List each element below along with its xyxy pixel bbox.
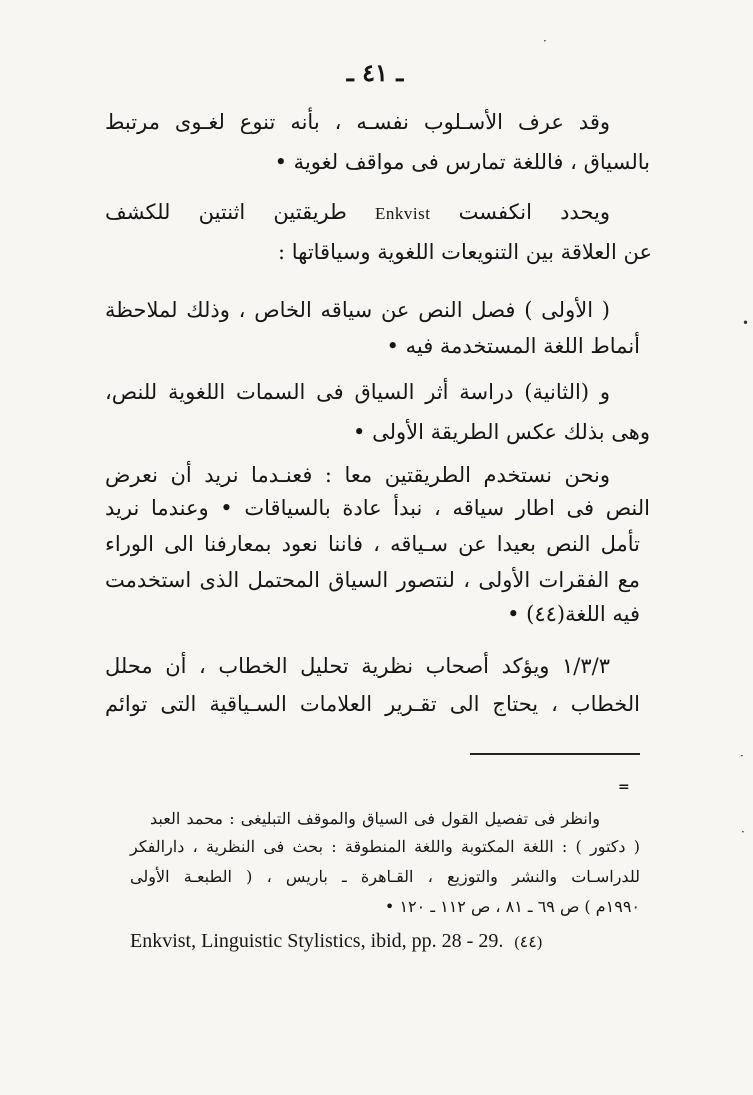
body-line-1: وقد عرف الأسـلوب نفسـه ، بأنه تنوع لغـوى مرتبط (105, 110, 610, 134)
footnote-reference-text: Enkvist, Linguistic Stylistics, ibid, pp. 28 - 29. (130, 930, 504, 952)
body-line-10: النص فى اطار سياقه ، نبدأ عادة بالسياقات • وعندما نريد (105, 496, 650, 520)
body-line-9: ونحن نستخدم الطريقتين معا : فعنـدما نريد أن نعرض (105, 463, 610, 487)
body-line-2: بالسياق ، فاللغة تمارس فى مواقف لغوية • (274, 150, 650, 174)
body-line-4: عن العلاقة بين التنويعات اللغوية وسياقاتها : (277, 240, 652, 264)
body-line-6: أنماط اللغة المستخدمة فيه • (386, 334, 640, 358)
body-line-15: الخطاب ، يحتاج الى تقـرير العلامات السـياقية التى توائم (105, 692, 640, 716)
scan-speck: • (742, 316, 750, 330)
scan-speck: · (740, 749, 744, 763)
footnote-mark: = (618, 779, 630, 795)
body-line-3-end: طريقتين اثنتين للكشف (105, 200, 347, 224)
footnote-separator (470, 753, 640, 755)
body-line-5: ( الأولى ) فصل النص عن سياقه الخاص ، وذلك لملاحظة (105, 298, 610, 322)
footnote-reference-number: (٤٤) (514, 934, 543, 951)
scan-speck: · (543, 34, 547, 48)
footnote-line-4: ١٩٩٠م ) ص ٦٩ ـ ٨١ ، ص ١١٢ ـ ١٢٠ • (384, 897, 640, 916)
body-line-3 (105, 192, 610, 232)
scan-speck: · (741, 825, 745, 839)
page-number: ـ ٤١ ـ (346, 58, 404, 87)
footnote-line-1: وانظر فى تفصيل القول فى السياق والموقف التبليغى : محمد العبد (150, 809, 600, 828)
body-line-7: و (الثانية) دراسة أثر السياق فى السمات اللغوية للنص، (105, 380, 610, 404)
body-line-12: مع الفقرات الأولى ، لنتصور السياق المحتمل الذى استخدمت (105, 568, 640, 592)
footnote-reference (130, 926, 640, 958)
footnote-line-2: ( دكتور ) : اللغة المكتوبة واللغة المنطوقة : بحث فى النظرية ، دارالفكر (130, 837, 640, 856)
body-line-3-start: ويحدد انكفست (458, 200, 610, 224)
author-name-latin: Enkvist (375, 204, 431, 223)
body-line-13: فيه اللغة(٤٤) • (507, 602, 640, 626)
body-line-8: وهى بذلك عكس الطريقة الأولى • (353, 420, 650, 444)
body-line-14: ١/٣/٣ ويؤكد أصحاب نظرية تحليل الخطاب ، أن محلل (105, 654, 610, 678)
body-line-11: تأمل النص بعيدا عن سـياقه ، فاننا نعود بمعارفنا الى الوراء (105, 532, 640, 556)
footnote-line-3: للدراسـات والنشر والتوزيع ، القـاهرة ـ باريس ، ( الطبعـة الأولى (130, 867, 640, 886)
